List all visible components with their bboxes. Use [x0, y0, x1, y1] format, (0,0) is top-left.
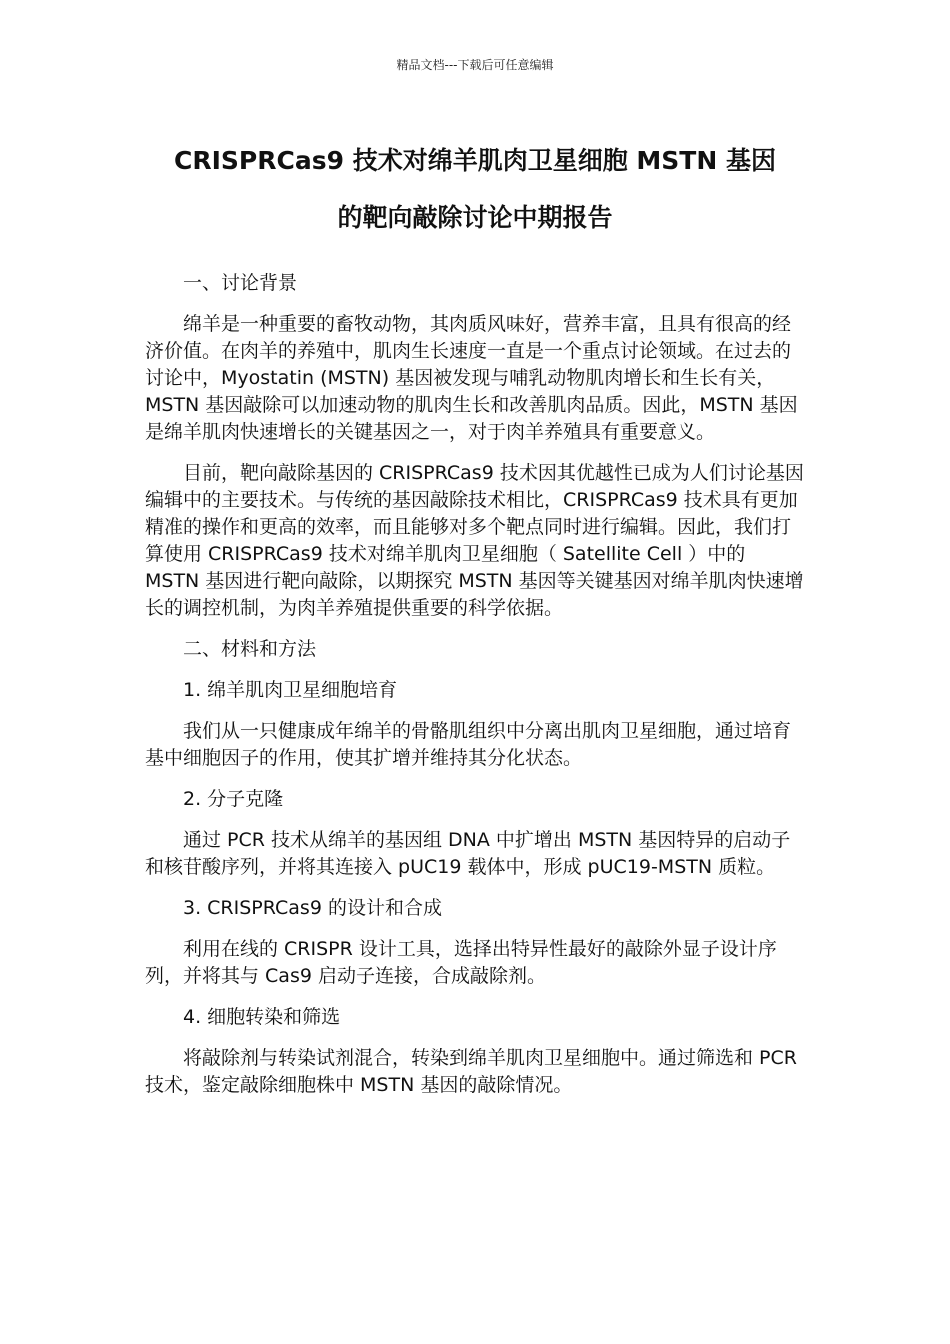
- subheading-molecular-cloning: 2. 分子克隆: [183, 788, 284, 810]
- subheading-transfection: 4. 细胞转染和筛选: [183, 1006, 341, 1028]
- paragraph-cell-culture: 我们从一只健康成年绵羊的骨骼肌组织中分离出肌肉卫星细胞，通过培育基中细胞因子的作用，使其扩增并维持其分化状态。: [145, 720, 792, 769]
- section-heading-methods: 二、材料和方法: [183, 638, 317, 660]
- paragraph-transfection: 将敲除剂与转染试剂混合，转染到绵羊肌肉卫星细胞中。通过筛选和 PCR 技术，鉴定敲除细胞株中 MSTN 基因的敲除情况。: [145, 1047, 797, 1096]
- paragraph-molecular-cloning: 通过 PCR 技术从绵羊的基因组 DNA 中扩增出 MSTN 基因特异的启动子和核苷酸序列，并将其连接入 pUC19 载体中，形成 pUC19-MSTN 质粒。: [145, 829, 791, 878]
- section-heading-background: 一、讨论背景: [183, 272, 298, 294]
- document-title: [120, 132, 830, 246]
- title-line-2: 的靶向敲除讨论中期报告: [337, 203, 613, 232]
- document-body: [145, 270, 805, 1113]
- subheading-crispr-design: 3. CRISPRCas9 的设计和合成: [183, 897, 442, 919]
- subheading-cell-culture: 1. 绵羊肌肉卫星细胞培育: [183, 679, 398, 701]
- title-line-1: CRISPRCas9 技术对绵羊肌肉卫星细胞 MSTN 基因: [174, 146, 776, 175]
- paragraph-crispr-design: 利用在线的 CRISPR 设计工具，选择出特异性最好的敲除外显子设计序列，并将其与 Cas9 启动子连接，合成敲除剂。: [145, 938, 777, 987]
- page-header: 精品文档---下载后可任意编辑: [396, 58, 554, 72]
- background-paragraph-2: 目前，靶向敲除基因的 CRISPRCas9 技术因其优越性已成为人们讨论基因编辑中的主要技术。与传统的基因敲除技术相比，CRISPRCas9 技术具有更加精准的操作和更高的效率，而且能够对多个靶点同时进行编辑。因此，我们打算使用 CRISPRCas9 技术对绵羊肌肉卫星细胞（ Satellite Cell ）中的 MSTN 基因进行靶向敲除，以期探究 MSTN 基因等关键基因对绵羊肌肉快速增长的调控机制，为肉羊养殖提供重要的科学依据。: [145, 462, 804, 619]
- background-paragraph-1: 绵羊是一种重要的畜牧动物，其肉质风味好，营养丰富，且具有很高的经济价值。在肉羊的养殖中，肌肉生长速度一直是一个重点讨论领域。在过去的讨论中，Myostatin (MSTN) 基因被发现与哺乳动物肌肉增长和生长有关，MSTN 基因敲除可以加速动物的肌肉生长和改善肌肉品质。因此，MSTN 基因是绵羊肌肉快速增长的关键基因之一，对于肉羊养殖具有重要意义。: [145, 313, 798, 443]
